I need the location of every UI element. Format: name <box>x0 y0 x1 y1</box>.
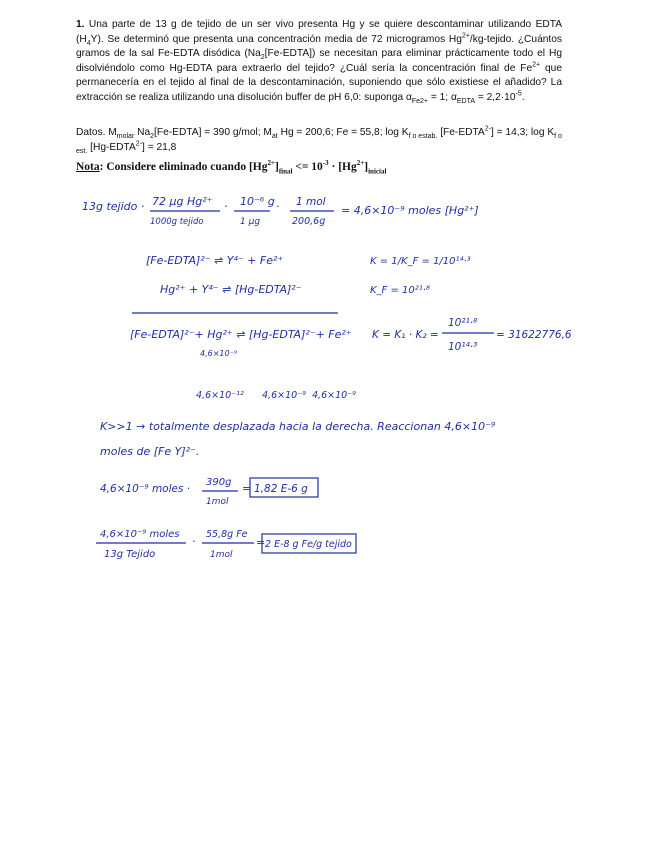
data-sup: 2- <box>484 125 491 133</box>
data-sub: 2 <box>150 133 155 141</box>
hw-text: 4,6×10⁻⁹ moles · <box>100 483 191 495</box>
data-sub: molar <box>116 133 135 141</box>
hw-text: = 31622776,6 <box>496 329 572 341</box>
data-sub: f o est. <box>76 133 562 155</box>
hw-text: K = 1/K_F = 1/10¹⁴·³ <box>370 256 471 267</box>
hw-text: 1 mol <box>296 196 326 208</box>
hw-text: 4,6×10⁻⁹ <box>312 390 356 401</box>
problem-sub: Fe2+ <box>411 98 429 105</box>
hw-text: = 4,6×10⁻⁹ moles [Hg²⁺] <box>341 204 479 217</box>
hw-text: · <box>224 200 228 213</box>
hw-text: 4,6×10⁻⁹ <box>200 349 238 358</box>
hw-answer: 1,82 E-6 g <box>254 483 308 495</box>
problem-number: 1. <box>76 19 85 30</box>
hw-text: 10⁻⁶ g <box>240 195 275 208</box>
note: Nota: Considere eliminado cuando $[Hg^{2+}]_{final} <= 10^{-3} \cdot [Hg^{2+}]_{inicial}$ <box>76 159 387 176</box>
data-text: ] = 14,3; log K <box>490 127 555 138</box>
hw-text: [Fe-EDTA]²⁻+ Hg²⁺ ⇌ [Hg-EDTA]²⁻+ Fe²⁺ <box>130 328 352 341</box>
hw-answer: 2 E-8 g Fe/g tejido <box>265 539 352 550</box>
hw-text: 10²¹·⁸ <box>448 317 478 329</box>
data-sub: f o estab. <box>408 133 438 141</box>
note-text: · [Hg <box>328 161 357 173</box>
data-text: Hg = 200,6; Fe = 55,8; log K <box>277 127 409 138</box>
problem-text: /kg-tejido. ¿Cuántos gramos de la sal Fe-EDTA disódica (Na <box>76 33 562 60</box>
hw-text: · <box>192 535 196 548</box>
hw-text: 4,6×10⁻⁹ <box>262 390 306 401</box>
hw-text: 1000g tejido <box>150 217 204 227</box>
hw-text: 4,6×10⁻¹² <box>196 390 244 401</box>
data-text: ] = 21,8 <box>142 141 177 153</box>
hw-text: = <box>256 536 266 549</box>
hw-text: 200,6g <box>292 216 326 227</box>
note-text: : Considere eliminado cuando [Hg <box>99 161 268 173</box>
problem-sub: 4 <box>86 39 91 47</box>
hw-text: 55,8g Fe <box>206 529 248 540</box>
hw-text: K = K₁ · K₂ = <box>372 329 439 341</box>
problem-text: Una parte de 13 g de tejido de un ser vivo presenta Hg y se quiere descontaminar utilizando EDTA (H <box>76 19 562 45</box>
problem-text: . <box>521 91 525 103</box>
problem-text: que permanecería en el tejido al final de la descontaminación, suponiendo que sólo existiese el añadido? La extracción se realiza utilizando una disolución buffer de pH 6,0: suponga α <box>76 62 563 103</box>
hw-text: 1 µg <box>240 217 261 227</box>
hw-text: 390g <box>206 477 232 488</box>
hw-text: · <box>276 200 280 213</box>
hw-text: 1mol <box>210 550 233 560</box>
hw-text: 1mol <box>206 497 229 507</box>
hw-text: 72 µg Hg²⁺ <box>152 195 213 208</box>
data-text: [Fe-EDTA <box>437 127 485 138</box>
note-sup: 2+ <box>356 159 365 168</box>
data-text: Na <box>134 127 151 138</box>
problem-sup: 2+ <box>461 32 470 40</box>
problem-text: = 1; α <box>428 91 457 103</box>
note-sub: final <box>278 167 293 176</box>
note-text: <= 10 <box>292 161 323 173</box>
hw-text: K_F = 10²¹·⁸ <box>370 285 430 296</box>
hw-text: Hg²⁺ + Y⁴⁻ ⇌ [Hg-EDTA]²⁻ <box>160 283 302 296</box>
problem-text: = 2,2·10 <box>475 91 516 103</box>
hw-text: 10¹⁴·³ <box>448 341 478 353</box>
hw-text: 13g Tejido <box>104 549 156 560</box>
problem-text: Y). Se determinó que presenta una concentración media de 72 microgramos Hg <box>90 33 462 45</box>
data-text: [Fe-EDTA] = 390 g/mol; M <box>154 127 272 138</box>
hw-text: 4,6×10⁻⁹ moles <box>100 529 180 540</box>
problem-sup: -5 <box>515 90 522 98</box>
problem-sub: EDTA <box>456 98 476 105</box>
note-sup: -3 <box>322 159 329 168</box>
problem-text: [Fe-EDTA]) se necesitan para eliminar prácticamente todo el Hg disolviéndolo como Hg-EDTA para extraerlo del tejido? ¿Cuál sería la concentración final de Fe <box>76 48 562 74</box>
problem-sub: 2 <box>260 54 265 62</box>
problem-sup: 2+ <box>532 61 541 69</box>
note-sub: inicial <box>368 167 387 176</box>
data-text: [Hg-EDTA <box>87 141 136 153</box>
note-sup: 2+ <box>267 159 275 168</box>
note-label: Nota <box>76 161 100 173</box>
hw-text: K>>1 → totalmente desplazada hacia la derecha. Reaccionan 4,6×10⁻⁹ <box>100 420 496 433</box>
hw-text: = <box>242 482 252 495</box>
data-sup: 2- <box>135 140 143 148</box>
hw-text: [Fe-EDTA]²⁻ ⇌ Y⁴⁻ + Fe²⁺ <box>146 254 284 267</box>
data-text: Datos. M <box>76 127 117 138</box>
data-sub: at <box>271 133 278 141</box>
hw-text: 13g tejido · <box>82 200 145 213</box>
hw-text: moles de [Fe Y]²⁻. <box>100 445 200 458</box>
